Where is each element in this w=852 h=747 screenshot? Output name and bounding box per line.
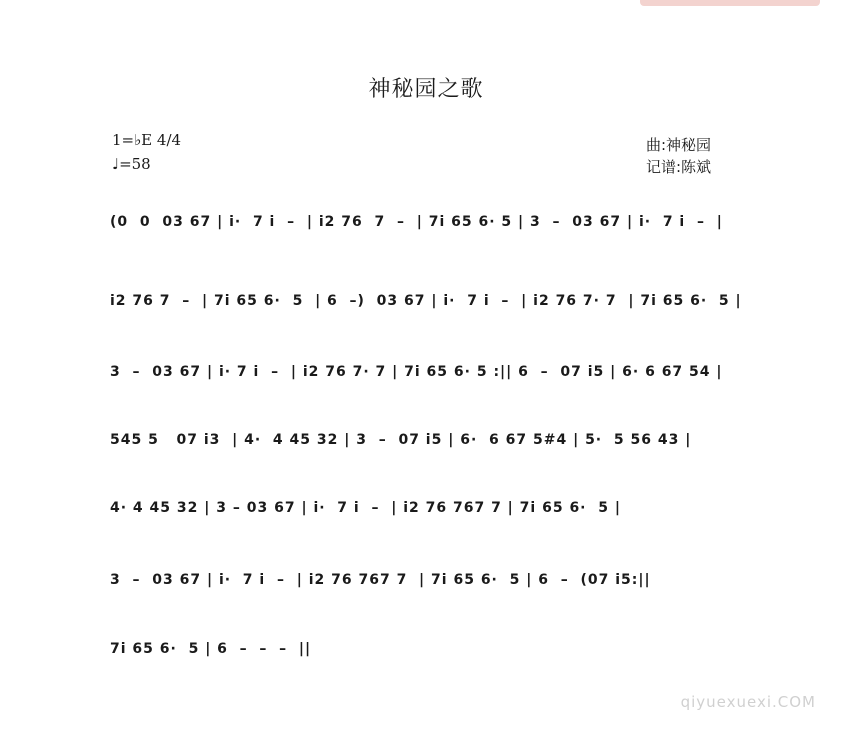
score-line-1: (0 0 03 67 | i· 7 i – | i2 76 7 – | 7i 65 6· 5 | 3 – 03 67 | i· 7 i – | — [110, 214, 723, 230]
credits-block — [646, 134, 711, 178]
score-line-5: 4· 4 45 32 | 3 – 03 67 | i· 7 i – | i2 76 767 7 | 7i 65 6· 5 | — [110, 500, 621, 516]
tempo-marking: ♩=58 — [112, 155, 151, 173]
score-line-6: 3 – 03 67 | i· 7 i – | i2 76 767 7 | 7i 65 6· 5 | 6 – (07 i5:|| — [110, 572, 651, 588]
key-tempo-block — [112, 128, 181, 176]
transcriber-credit: 记谱:陈斌 — [646, 158, 712, 176]
composer-credit: 曲:神秘园 — [646, 136, 712, 154]
key-signature: 1=♭E 4/4 — [112, 131, 182, 149]
top-decoration — [640, 0, 820, 6]
score-line-4: 545 5 07 i3 | 4· 4 45 32 | 3 – 07 i5 | 6· 6 67 5#4 | 5· 5 56 43 | — [110, 432, 692, 448]
score-line-7: 7i 65 6· 5 | 6 – – – || — [110, 641, 312, 657]
score-line-2: i2 76 7 – | 7i 65 6· 5 | 6 –) 03 67 | i· 7 i – | i2 76 7· 7 | 7i 65 6· 5 | — [110, 293, 742, 309]
page-title: 神秘园之歌 — [368, 77, 484, 102]
score-line-3: 3 – 03 67 | i· 7 i – | i2 76 7· 7 | 7i 65 6· 5 :|| 6 – 07 i5 | 6· 6 67 54 | — [110, 364, 723, 380]
watermark: qiyuexuexi.COM — [680, 693, 816, 711]
